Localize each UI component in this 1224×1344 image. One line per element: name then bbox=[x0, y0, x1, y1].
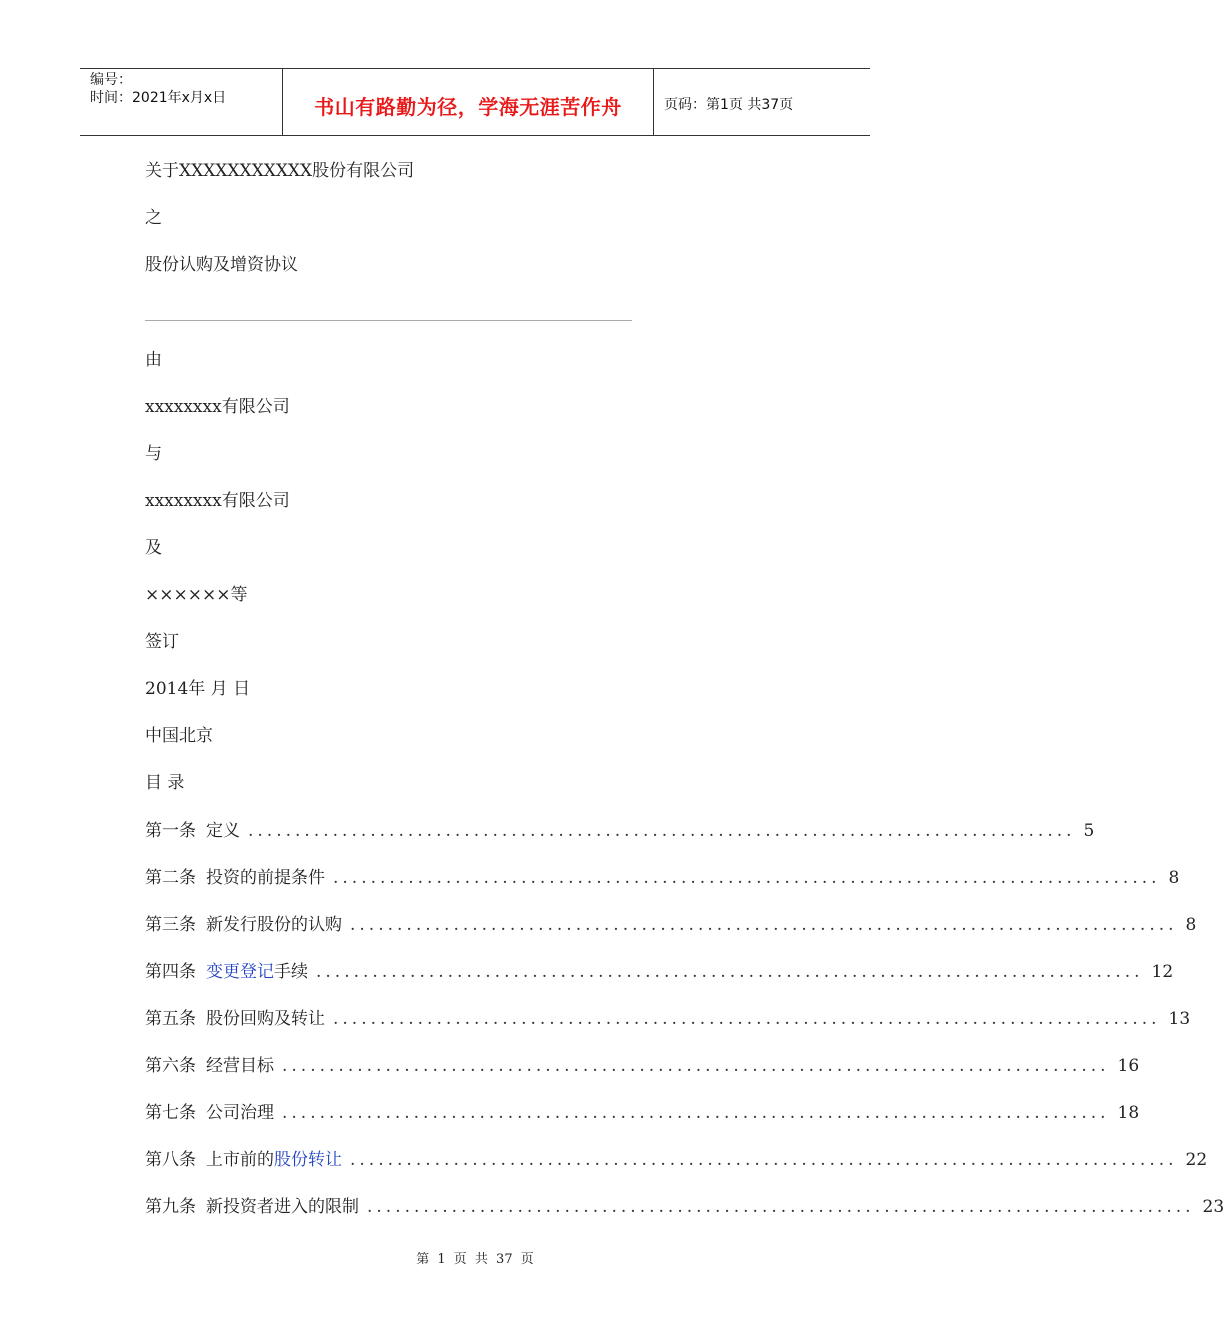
toc-entry-number: 第七条 bbox=[145, 1103, 196, 1123]
header-motto: 书山有路勤为径，学海无涯苦作舟 bbox=[314, 94, 622, 119]
toc-entry-title: 上市前的 bbox=[206, 1150, 274, 1170]
toc-entry[interactable] bbox=[145, 820, 1095, 842]
toc-entry[interactable] bbox=[145, 914, 1197, 936]
toc-entry-title: 投资的前提条件 bbox=[206, 868, 325, 888]
toc-entry[interactable] bbox=[145, 961, 1174, 983]
party-1: xxxxxxxx有限公司 bbox=[145, 397, 290, 417]
and-label: 与 bbox=[145, 444, 162, 464]
toc-entry[interactable] bbox=[145, 1102, 1140, 1124]
toc-entry-page: 13 bbox=[1168, 1009, 1191, 1029]
toc-entry-title-suffix: 手续 bbox=[274, 962, 308, 982]
header-left bbox=[80, 69, 282, 135]
toc-entry-number: 第六条 bbox=[145, 1056, 196, 1076]
toc-leader-dots: ........................................................................................ bbox=[316, 962, 1144, 982]
header-motto-cell bbox=[282, 69, 654, 135]
toc-leader-dots: ........................................................................................ bbox=[248, 821, 1076, 841]
toc-entry-number: 第二条 bbox=[145, 868, 196, 888]
toc-entry-page: 12 bbox=[1151, 962, 1174, 982]
toc-entry[interactable] bbox=[145, 1196, 1224, 1218]
toc-leader-dots: ........................................................................................ bbox=[350, 1150, 1178, 1170]
and-label-2: 及 bbox=[145, 538, 162, 558]
toc-leader-dots: ........................................................................................ bbox=[333, 1009, 1161, 1029]
header-page-info: 页码：第1页 共37页 bbox=[664, 97, 794, 113]
toc-entry-number: 第九条 bbox=[145, 1197, 196, 1217]
toc-entry-link-text[interactable]: 股份转让 bbox=[274, 1150, 342, 1170]
toc-entry-title: 定义 bbox=[206, 821, 240, 841]
signing-place: 中国北京 bbox=[145, 726, 213, 746]
toc-entry-number: 第四条 bbox=[145, 962, 196, 982]
document-number-label: 编号： bbox=[90, 72, 132, 88]
title-line-1: 关于XXXXXXXXXXX股份有限公司 bbox=[145, 161, 415, 181]
toc-entry-number: 第三条 bbox=[145, 915, 196, 935]
signing-date: 2014年 月 日 bbox=[145, 679, 251, 699]
toc-entry-page: 16 bbox=[1117, 1056, 1140, 1076]
toc-leader-dots: ........................................................................................ bbox=[367, 1197, 1195, 1217]
title-line-2: 之 bbox=[145, 208, 162, 228]
page-header bbox=[80, 68, 870, 136]
toc-leader-dots: ........................................................................................ bbox=[282, 1103, 1110, 1123]
document-time-label: 时间：2021年x月x日 bbox=[90, 90, 227, 106]
party-3: ××××××等 bbox=[145, 585, 248, 605]
toc-entry-title: 公司治理 bbox=[206, 1103, 274, 1123]
toc-leader-dots: ........................................................................................ bbox=[350, 915, 1178, 935]
toc-entry-link-text[interactable]: 变更登记 bbox=[206, 962, 274, 982]
party-2: xxxxxxxx有限公司 bbox=[145, 491, 290, 511]
toc-entry[interactable] bbox=[145, 1055, 1140, 1077]
toc-entry-title: 新发行股份的认购 bbox=[206, 915, 342, 935]
toc-entry-page: 5 bbox=[1083, 821, 1095, 841]
toc-entry-number: 第八条 bbox=[145, 1150, 196, 1170]
toc-leader-dots: ........................................................................................ bbox=[333, 868, 1161, 888]
title-line-3: 股份认购及增资协议 bbox=[145, 255, 298, 275]
toc-entry-page: 8 bbox=[1185, 915, 1197, 935]
toc-entry[interactable] bbox=[145, 867, 1180, 889]
toc-leader-dots: ........................................................................................ bbox=[282, 1056, 1110, 1076]
toc-entry[interactable] bbox=[145, 1008, 1191, 1030]
by-label: 由 bbox=[145, 350, 162, 370]
toc-entry-title: 经营目标 bbox=[206, 1056, 274, 1076]
toc-entry[interactable] bbox=[145, 1149, 1208, 1171]
toc-title: 目 录 bbox=[145, 773, 185, 793]
toc-entry-page: 8 bbox=[1168, 868, 1180, 888]
page-footer: 第 1 页 共 37 页 bbox=[416, 1252, 534, 1267]
title-divider bbox=[145, 320, 632, 321]
toc-entry-number: 第一条 bbox=[145, 821, 196, 841]
signed-label: 签订 bbox=[145, 632, 179, 652]
toc-entry-title: 股份回购及转让 bbox=[206, 1009, 325, 1029]
toc-entry-number: 第五条 bbox=[145, 1009, 196, 1029]
toc-entry-title: 新投资者进入的限制 bbox=[206, 1197, 359, 1217]
toc-entry-page: 23 bbox=[1202, 1197, 1224, 1217]
toc-entry-page: 22 bbox=[1185, 1150, 1208, 1170]
toc-entry-page: 18 bbox=[1117, 1103, 1140, 1123]
